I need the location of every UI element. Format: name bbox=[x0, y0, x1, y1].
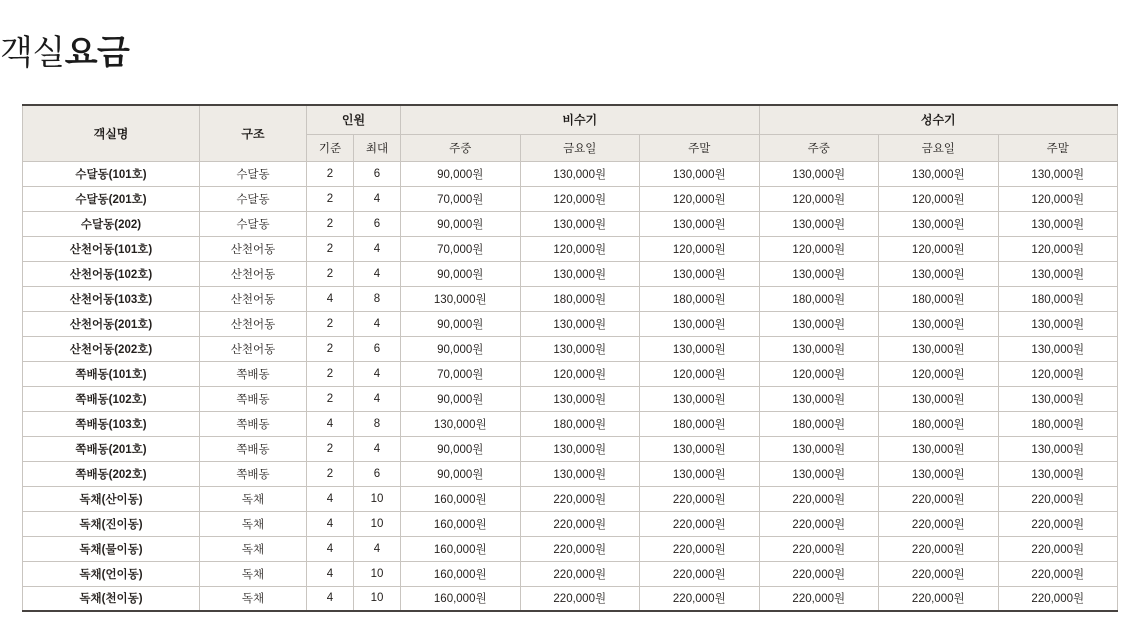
cell-max: 4 bbox=[354, 186, 401, 211]
cell-peak-weekday: 220,000원 bbox=[759, 561, 879, 586]
cell-off-weekday: 90,000원 bbox=[401, 436, 521, 461]
cell-off-weekday: 160,000원 bbox=[401, 561, 521, 586]
cell-off-weekend: 120,000원 bbox=[640, 361, 760, 386]
cell-peak-friday: 130,000원 bbox=[879, 436, 999, 461]
header-room-name: 객실명 bbox=[23, 105, 200, 161]
cell-off-weekend: 180,000원 bbox=[640, 411, 760, 436]
cell-off-weekend: 120,000원 bbox=[640, 186, 760, 211]
header-people-base: 기준 bbox=[307, 134, 354, 161]
page-title-suffix: 요금 bbox=[64, 33, 130, 72]
cell-peak-weekday: 130,000원 bbox=[759, 311, 879, 336]
cell-name: 독채(언이동) bbox=[23, 561, 200, 586]
cell-off-weekend: 220,000원 bbox=[640, 561, 760, 586]
cell-type: 쪽배동 bbox=[200, 361, 307, 386]
cell-off-friday: 130,000원 bbox=[520, 436, 640, 461]
cell-peak-friday: 120,000원 bbox=[879, 186, 999, 211]
table-row bbox=[23, 186, 1118, 211]
header-offseason: 비수기 bbox=[401, 105, 760, 134]
room-rates-table bbox=[22, 104, 1118, 612]
cell-off-weekday: 70,000원 bbox=[401, 186, 521, 211]
cell-off-friday: 180,000원 bbox=[520, 286, 640, 311]
cell-off-weekend: 220,000원 bbox=[640, 486, 760, 511]
cell-peak-friday: 120,000원 bbox=[879, 236, 999, 261]
cell-off-weekend: 120,000원 bbox=[640, 236, 760, 261]
cell-peak-weekend: 220,000원 bbox=[998, 536, 1118, 561]
table-row bbox=[23, 561, 1118, 586]
cell-base: 2 bbox=[307, 436, 354, 461]
cell-name: 쪽배동(102호) bbox=[23, 386, 200, 411]
cell-type: 독채 bbox=[200, 486, 307, 511]
table-row bbox=[23, 261, 1118, 286]
cell-base: 4 bbox=[307, 561, 354, 586]
header-row-top bbox=[23, 105, 1118, 134]
cell-off-weekend: 130,000원 bbox=[640, 311, 760, 336]
cell-type: 산천어동 bbox=[200, 236, 307, 261]
cell-peak-weekend: 130,000원 bbox=[998, 461, 1118, 486]
cell-name: 산천어동(201호) bbox=[23, 311, 200, 336]
cell-type: 쪽배동 bbox=[200, 386, 307, 411]
cell-base: 4 bbox=[307, 511, 354, 536]
cell-name: 쪽배동(202호) bbox=[23, 461, 200, 486]
cell-base: 4 bbox=[307, 286, 354, 311]
cell-peak-weekend: 220,000원 bbox=[998, 586, 1118, 611]
table-row bbox=[23, 411, 1118, 436]
table-row bbox=[23, 436, 1118, 461]
cell-off-weekday: 90,000원 bbox=[401, 311, 521, 336]
cell-peak-weekend: 180,000원 bbox=[998, 286, 1118, 311]
cell-off-weekday: 90,000원 bbox=[401, 211, 521, 236]
cell-off-weekday: 90,000원 bbox=[401, 261, 521, 286]
cell-peak-weekend: 180,000원 bbox=[998, 411, 1118, 436]
cell-base: 2 bbox=[307, 236, 354, 261]
cell-base: 2 bbox=[307, 161, 354, 186]
cell-type: 산천어동 bbox=[200, 336, 307, 361]
cell-max: 4 bbox=[354, 236, 401, 261]
cell-peak-weekday: 220,000원 bbox=[759, 586, 879, 611]
table-head bbox=[23, 105, 1118, 161]
cell-peak-weekend: 220,000원 bbox=[998, 511, 1118, 536]
cell-peak-friday: 220,000원 bbox=[879, 511, 999, 536]
cell-peak-friday: 130,000원 bbox=[879, 386, 999, 411]
cell-peak-weekday: 120,000원 bbox=[759, 186, 879, 211]
cell-peak-weekend: 130,000원 bbox=[998, 336, 1118, 361]
cell-name: 독채(산이동) bbox=[23, 486, 200, 511]
cell-off-weekend: 220,000원 bbox=[640, 511, 760, 536]
cell-peak-weekday: 130,000원 bbox=[759, 461, 879, 486]
cell-max: 4 bbox=[354, 361, 401, 386]
cell-off-weekday: 160,000원 bbox=[401, 586, 521, 611]
cell-peak-friday: 130,000원 bbox=[879, 461, 999, 486]
cell-off-weekend: 180,000원 bbox=[640, 286, 760, 311]
table-row bbox=[23, 236, 1118, 261]
cell-off-weekend: 130,000원 bbox=[640, 336, 760, 361]
cell-off-friday: 220,000원 bbox=[520, 536, 640, 561]
table-row bbox=[23, 386, 1118, 411]
table-row bbox=[23, 586, 1118, 611]
cell-max: 10 bbox=[354, 561, 401, 586]
rates-table-wrapper bbox=[22, 104, 1116, 612]
cell-peak-weekend: 130,000원 bbox=[998, 436, 1118, 461]
header-offseason-weekend: 주말 bbox=[640, 134, 760, 161]
cell-name: 산천어동(103호) bbox=[23, 286, 200, 311]
cell-off-weekend: 130,000원 bbox=[640, 386, 760, 411]
cell-type: 독채 bbox=[200, 586, 307, 611]
cell-peak-friday: 120,000원 bbox=[879, 361, 999, 386]
cell-max: 4 bbox=[354, 436, 401, 461]
cell-peak-friday: 130,000원 bbox=[879, 211, 999, 236]
cell-off-weekday: 130,000원 bbox=[401, 411, 521, 436]
cell-peak-friday: 220,000원 bbox=[879, 561, 999, 586]
cell-peak-weekend: 120,000원 bbox=[998, 236, 1118, 261]
cell-type: 산천어동 bbox=[200, 286, 307, 311]
cell-peak-weekday: 130,000원 bbox=[759, 336, 879, 361]
cell-name: 쪽배동(201호) bbox=[23, 436, 200, 461]
cell-peak-weekend: 130,000원 bbox=[998, 261, 1118, 286]
cell-peak-weekend: 120,000원 bbox=[998, 186, 1118, 211]
cell-type: 수달동 bbox=[200, 211, 307, 236]
cell-off-friday: 130,000원 bbox=[520, 461, 640, 486]
cell-peak-friday: 130,000원 bbox=[879, 311, 999, 336]
cell-type: 쪽배동 bbox=[200, 461, 307, 486]
cell-off-friday: 120,000원 bbox=[520, 361, 640, 386]
cell-off-weekend: 130,000원 bbox=[640, 261, 760, 286]
cell-peak-friday: 220,000원 bbox=[879, 586, 999, 611]
header-offseason-friday: 금요일 bbox=[520, 134, 640, 161]
cell-base: 4 bbox=[307, 586, 354, 611]
cell-peak-friday: 220,000원 bbox=[879, 486, 999, 511]
cell-off-friday: 220,000원 bbox=[520, 586, 640, 611]
cell-name: 독채(천이동) bbox=[23, 586, 200, 611]
table-row bbox=[23, 486, 1118, 511]
cell-name: 수달동(101호) bbox=[23, 161, 200, 186]
cell-off-weekday: 90,000원 bbox=[401, 461, 521, 486]
header-offseason-weekday: 주중 bbox=[401, 134, 521, 161]
header-peakseason-weekend: 주말 bbox=[998, 134, 1118, 161]
cell-type: 산천어동 bbox=[200, 311, 307, 336]
cell-base: 2 bbox=[307, 186, 354, 211]
cell-base: 2 bbox=[307, 386, 354, 411]
cell-max: 10 bbox=[354, 586, 401, 611]
cell-off-weekday: 160,000원 bbox=[401, 536, 521, 561]
cell-peak-friday: 130,000원 bbox=[879, 261, 999, 286]
cell-name: 독채(진이동) bbox=[23, 511, 200, 536]
cell-peak-weekend: 130,000원 bbox=[998, 386, 1118, 411]
cell-name: 쪽배동(101호) bbox=[23, 361, 200, 386]
table-row bbox=[23, 536, 1118, 561]
cell-off-friday: 130,000원 bbox=[520, 211, 640, 236]
cell-type: 쪽배동 bbox=[200, 411, 307, 436]
cell-off-friday: 130,000원 bbox=[520, 161, 640, 186]
cell-off-weekday: 70,000원 bbox=[401, 236, 521, 261]
cell-max: 6 bbox=[354, 211, 401, 236]
cell-max: 6 bbox=[354, 161, 401, 186]
cell-type: 수달동 bbox=[200, 161, 307, 186]
cell-base: 4 bbox=[307, 486, 354, 511]
cell-peak-weekday: 180,000원 bbox=[759, 411, 879, 436]
cell-base: 2 bbox=[307, 311, 354, 336]
cell-peak-weekend: 130,000원 bbox=[998, 161, 1118, 186]
cell-off-weekday: 90,000원 bbox=[401, 336, 521, 361]
cell-off-weekday: 160,000원 bbox=[401, 511, 521, 536]
cell-name: 산천어동(101호) bbox=[23, 236, 200, 261]
cell-name: 쪽배동(103호) bbox=[23, 411, 200, 436]
cell-peak-weekday: 130,000원 bbox=[759, 436, 879, 461]
cell-off-friday: 130,000원 bbox=[520, 336, 640, 361]
cell-max: 4 bbox=[354, 536, 401, 561]
cell-base: 2 bbox=[307, 461, 354, 486]
cell-type: 독채 bbox=[200, 536, 307, 561]
cell-name: 산천어동(202호) bbox=[23, 336, 200, 361]
table-body bbox=[23, 161, 1118, 611]
cell-peak-weekday: 130,000원 bbox=[759, 386, 879, 411]
cell-peak-friday: 220,000원 bbox=[879, 536, 999, 561]
cell-max: 8 bbox=[354, 411, 401, 436]
header-peakseason: 성수기 bbox=[759, 105, 1118, 134]
cell-off-friday: 130,000원 bbox=[520, 261, 640, 286]
cell-peak-weekday: 220,000원 bbox=[759, 536, 879, 561]
cell-name: 수달동(201호) bbox=[23, 186, 200, 211]
cell-peak-weekday: 120,000원 bbox=[759, 236, 879, 261]
cell-off-friday: 130,000원 bbox=[520, 311, 640, 336]
cell-type: 독채 bbox=[200, 561, 307, 586]
cell-off-weekend: 130,000원 bbox=[640, 211, 760, 236]
cell-off-friday: 130,000원 bbox=[520, 386, 640, 411]
cell-type: 쪽배동 bbox=[200, 436, 307, 461]
cell-peak-weekday: 120,000원 bbox=[759, 361, 879, 386]
cell-peak-weekday: 130,000원 bbox=[759, 161, 879, 186]
cell-name: 독채(물이동) bbox=[23, 536, 200, 561]
cell-off-weekend: 130,000원 bbox=[640, 161, 760, 186]
cell-max: 4 bbox=[354, 311, 401, 336]
cell-off-friday: 120,000원 bbox=[520, 236, 640, 261]
cell-max: 8 bbox=[354, 286, 401, 311]
header-peakseason-friday: 금요일 bbox=[879, 134, 999, 161]
cell-peak-weekday: 220,000원 bbox=[759, 486, 879, 511]
cell-peak-weekday: 220,000원 bbox=[759, 511, 879, 536]
cell-off-weekend: 130,000원 bbox=[640, 436, 760, 461]
cell-peak-weekday: 130,000원 bbox=[759, 261, 879, 286]
cell-max: 10 bbox=[354, 486, 401, 511]
cell-max: 6 bbox=[354, 461, 401, 486]
cell-base: 2 bbox=[307, 336, 354, 361]
table-row bbox=[23, 361, 1118, 386]
cell-off-weekend: 130,000원 bbox=[640, 461, 760, 486]
table-row bbox=[23, 211, 1118, 236]
table-row bbox=[23, 286, 1118, 311]
cell-max: 10 bbox=[354, 511, 401, 536]
cell-off-weekend: 220,000원 bbox=[640, 586, 760, 611]
cell-peak-weekend: 220,000원 bbox=[998, 561, 1118, 586]
table-row bbox=[23, 161, 1118, 186]
cell-peak-weekend: 130,000원 bbox=[998, 311, 1118, 336]
cell-type: 수달동 bbox=[200, 186, 307, 211]
table-row bbox=[23, 461, 1118, 486]
cell-max: 6 bbox=[354, 336, 401, 361]
cell-off-weekend: 220,000원 bbox=[640, 536, 760, 561]
cell-base: 2 bbox=[307, 211, 354, 236]
cell-peak-friday: 180,000원 bbox=[879, 411, 999, 436]
page-title-prefix: 객실 bbox=[0, 33, 65, 72]
header-people: 인원 bbox=[307, 105, 401, 134]
cell-peak-weekday: 130,000원 bbox=[759, 211, 879, 236]
cell-peak-friday: 130,000원 bbox=[879, 336, 999, 361]
cell-peak-weekend: 220,000원 bbox=[998, 486, 1118, 511]
cell-peak-weekend: 120,000원 bbox=[998, 361, 1118, 386]
cell-peak-weekday: 180,000원 bbox=[759, 286, 879, 311]
cell-name: 산천어동(102호) bbox=[23, 261, 200, 286]
cell-off-friday: 120,000원 bbox=[520, 186, 640, 211]
header-structure: 구조 bbox=[200, 105, 307, 161]
cell-peak-weekend: 130,000원 bbox=[998, 211, 1118, 236]
cell-off-friday: 180,000원 bbox=[520, 411, 640, 436]
cell-off-weekday: 90,000원 bbox=[401, 386, 521, 411]
cell-peak-friday: 130,000원 bbox=[879, 161, 999, 186]
header-people-max: 최대 bbox=[354, 134, 401, 161]
cell-peak-friday: 180,000원 bbox=[879, 286, 999, 311]
cell-base: 2 bbox=[307, 261, 354, 286]
header-peakseason-weekday: 주중 bbox=[759, 134, 879, 161]
cell-max: 4 bbox=[354, 261, 401, 286]
cell-type: 독채 bbox=[200, 511, 307, 536]
table-row bbox=[23, 511, 1118, 536]
cell-off-friday: 220,000원 bbox=[520, 511, 640, 536]
cell-base: 4 bbox=[307, 536, 354, 561]
cell-max: 4 bbox=[354, 386, 401, 411]
cell-off-friday: 220,000원 bbox=[520, 561, 640, 586]
cell-off-weekday: 160,000원 bbox=[401, 486, 521, 511]
cell-off-weekday: 90,000원 bbox=[401, 161, 521, 186]
cell-off-weekday: 130,000원 bbox=[401, 286, 521, 311]
cell-type: 산천어동 bbox=[200, 261, 307, 286]
cell-base: 4 bbox=[307, 411, 354, 436]
cell-off-weekday: 70,000원 bbox=[401, 361, 521, 386]
cell-name: 수달동(202) bbox=[23, 211, 200, 236]
table-row bbox=[23, 311, 1118, 336]
cell-off-friday: 220,000원 bbox=[520, 486, 640, 511]
page-title bbox=[0, 31, 129, 75]
table-row bbox=[23, 336, 1118, 361]
cell-base: 2 bbox=[307, 361, 354, 386]
